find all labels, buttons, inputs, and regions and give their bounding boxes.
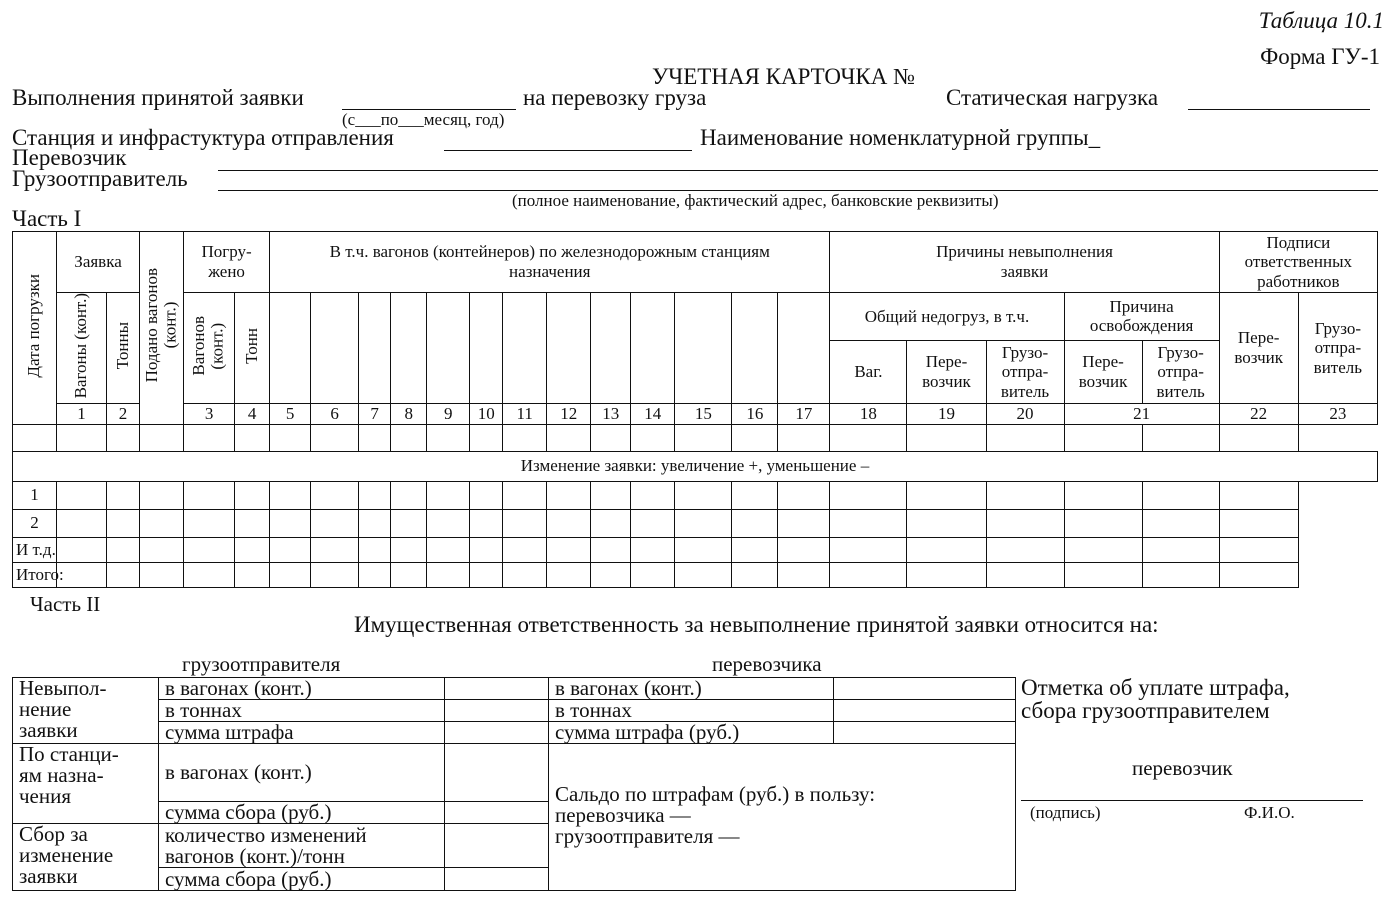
stations-header: В т.ч. вагонов (контейнеров) по железнодорожным станциям назначения xyxy=(270,232,830,293)
supplied-header: Подано вагонов (конт.) xyxy=(140,232,184,425)
station-field[interactable] xyxy=(444,150,692,151)
balance-cell: Сальдо по штрафам (руб.) в пользу: перевозчика — грузоотправителя — xyxy=(549,744,1016,891)
release-shipper-header: Грузо- отпра- витель xyxy=(1142,340,1219,403)
card-title: УЧЕТНАЯ КАРТОЧКА № xyxy=(652,64,916,89)
carrier-label: Перевозчик xyxy=(12,145,127,170)
loaded-header: Погру- жено xyxy=(184,232,270,293)
g1-in-tonnes: в тоннах xyxy=(159,700,445,722)
station-col[interactable] xyxy=(503,293,547,404)
station-col[interactable] xyxy=(591,293,631,404)
loaded-tonnes-header: Тонн xyxy=(235,293,270,404)
shipper-label: Грузоотправитель xyxy=(12,166,188,191)
g1-in-tonnes-c: в тоннах xyxy=(549,700,834,722)
g2-in-wagons-value[interactable] xyxy=(445,744,549,802)
part1-title: Часть I xyxy=(12,206,82,231)
station-col[interactable] xyxy=(427,293,470,404)
table-label: Таблица 10.1 xyxy=(1258,8,1384,33)
col-date-header: Дата погрузки xyxy=(13,232,57,425)
col-number: 11 xyxy=(503,403,547,424)
col-number: 3 xyxy=(184,403,235,424)
col-number: 10 xyxy=(470,403,503,424)
col-number: 16 xyxy=(732,403,778,424)
change-row-label: Изменение заявки: увеличение +, уменьшение – xyxy=(13,451,1378,481)
tonnes-header: Тонны xyxy=(107,293,140,404)
station-col[interactable] xyxy=(631,293,675,404)
part2-title: Часть II xyxy=(30,592,101,616)
nomenclature-label: Наименование номенклатурной группы_ xyxy=(700,125,1101,150)
col-number: 21 xyxy=(1064,403,1219,424)
col-number: 7 xyxy=(359,403,391,424)
line1-middle: на перевозку груза xyxy=(523,85,707,110)
sign-carrier-header: Пере- возчик xyxy=(1219,293,1298,404)
fio-hint: Ф.И.О. xyxy=(1244,803,1295,822)
col-number: 9 xyxy=(427,403,470,424)
col-number: 17 xyxy=(778,403,830,424)
carrier-sign-label: перевозчик xyxy=(1132,756,1233,780)
col-number: 5 xyxy=(270,403,311,424)
g3-count: количество изменений вагонов (конт.)/тонн xyxy=(159,824,445,868)
col-number: 12 xyxy=(547,403,591,424)
shipper-hint: (полное наименование, фактический адрес, банковские реквизиты) xyxy=(512,191,999,210)
g1-in-wagons-c-value[interactable] xyxy=(834,678,1016,700)
col-number: 2 xyxy=(107,403,140,424)
station-label: Станция и инфрастуктура отправления xyxy=(12,125,394,150)
col-number: 19 xyxy=(907,403,986,424)
station-col[interactable] xyxy=(270,293,311,404)
payment-mark: Отметка об уплате штрафа, сбора грузоотправителем xyxy=(1021,675,1290,723)
column-numbers-row xyxy=(13,403,1378,424)
col-number: 22 xyxy=(1219,403,1298,424)
carrier-field[interactable] xyxy=(218,170,1378,171)
liability-text: Имущественная ответственность за невыполнение принятой заявки относится на: xyxy=(354,612,1159,637)
g2-fee-value[interactable] xyxy=(445,802,549,824)
underload-header: Общий недогруз, в т.ч. xyxy=(830,293,1064,341)
g1-in-tonnes-c-value[interactable] xyxy=(834,700,1016,722)
underload-carrier-header: Пере- возчик xyxy=(907,340,986,403)
part2-table xyxy=(12,677,1016,891)
station-col[interactable] xyxy=(311,293,359,404)
g2-fee: сумма сбора (руб.) xyxy=(159,802,445,824)
sign-shipper-header: Грузо- отпра- витель xyxy=(1298,293,1377,404)
station-col[interactable] xyxy=(675,293,732,404)
g3-fee-value[interactable] xyxy=(445,868,549,891)
release-header: Причина освобождения xyxy=(1064,293,1219,341)
g3-label: Сбор за изменение заявки xyxy=(13,824,159,891)
loaded-wagons-header: Вагонов (конт.) xyxy=(184,293,235,404)
g3-count-value[interactable] xyxy=(445,824,549,868)
signatures-header: Подписи ответственных работников xyxy=(1219,232,1377,293)
col-number: 6 xyxy=(311,403,359,424)
col-number: 14 xyxy=(631,403,675,424)
col-number: 13 xyxy=(591,403,631,424)
col-carrier-label: перевозчика xyxy=(712,652,822,676)
g3-fee: сумма сбора (руб.) xyxy=(159,868,445,891)
part1-table xyxy=(12,231,1378,588)
g1-fine-c-value[interactable] xyxy=(834,722,1016,744)
release-carrier-header: Пере- возчик xyxy=(1064,340,1142,403)
g2-in-wagons: в вагонах (конт.) xyxy=(159,744,445,802)
col-shipper-label: грузоотправителя xyxy=(182,652,341,676)
station-col[interactable] xyxy=(359,293,391,404)
underload-shipper-header: Грузо- отпра- витель xyxy=(986,340,1064,403)
g1-fine-value[interactable] xyxy=(445,722,549,744)
g1-fine-c: сумма штрафа (руб.) xyxy=(549,722,834,744)
table-row[interactable]: И т.д. xyxy=(13,537,1378,562)
wagons-header: Вагоны (конт.) xyxy=(57,293,107,404)
static-load-field[interactable] xyxy=(1188,109,1370,110)
station-col[interactable] xyxy=(732,293,778,404)
table-row[interactable] xyxy=(13,424,1378,451)
col-number: 1 xyxy=(57,403,107,424)
line1-prefix: Выполнения принятой заявки xyxy=(12,85,304,110)
col-number: 15 xyxy=(675,403,732,424)
col-number: 20 xyxy=(986,403,1064,424)
col-number: 8 xyxy=(391,403,427,424)
signature-line[interactable] xyxy=(1021,800,1363,801)
reasons-header: Причины невыполнения заявки xyxy=(830,232,1219,293)
col-number: 18 xyxy=(830,403,907,424)
station-col[interactable] xyxy=(778,293,830,404)
form-label: Форма ГУ-1 xyxy=(1260,44,1380,69)
g1-fine: сумма штрафа xyxy=(159,722,445,744)
g1-in-wagons-value[interactable] xyxy=(445,678,549,700)
col-number: 4 xyxy=(235,403,270,424)
table-row[interactable]: 1 xyxy=(13,481,1378,509)
col-number: 23 xyxy=(1298,403,1377,424)
station-col[interactable] xyxy=(547,293,591,404)
table-row[interactable]: 2 xyxy=(13,509,1378,537)
static-load-label: Статическая нагрузка xyxy=(946,85,1159,110)
table-row-total[interactable]: Итого: xyxy=(13,562,1378,587)
signature-hint: (подпись) xyxy=(1030,803,1101,822)
g1-in-wagons: в вагонах (конт.) xyxy=(159,678,445,700)
request-header: Заявка xyxy=(57,232,140,293)
station-col[interactable] xyxy=(391,293,427,404)
vag-header: Ваг. xyxy=(830,340,907,403)
g1-in-wagons-c: в вагонах (конт.) xyxy=(549,678,834,700)
station-col[interactable] xyxy=(470,293,503,404)
period-hint: (с___по___месяц, год) xyxy=(342,110,505,129)
g1-label: Невыпол- нение заявки xyxy=(13,678,159,744)
g1-in-tonnes-value[interactable] xyxy=(445,700,549,722)
g2-label: По станци- ям назна- чения xyxy=(13,744,159,824)
